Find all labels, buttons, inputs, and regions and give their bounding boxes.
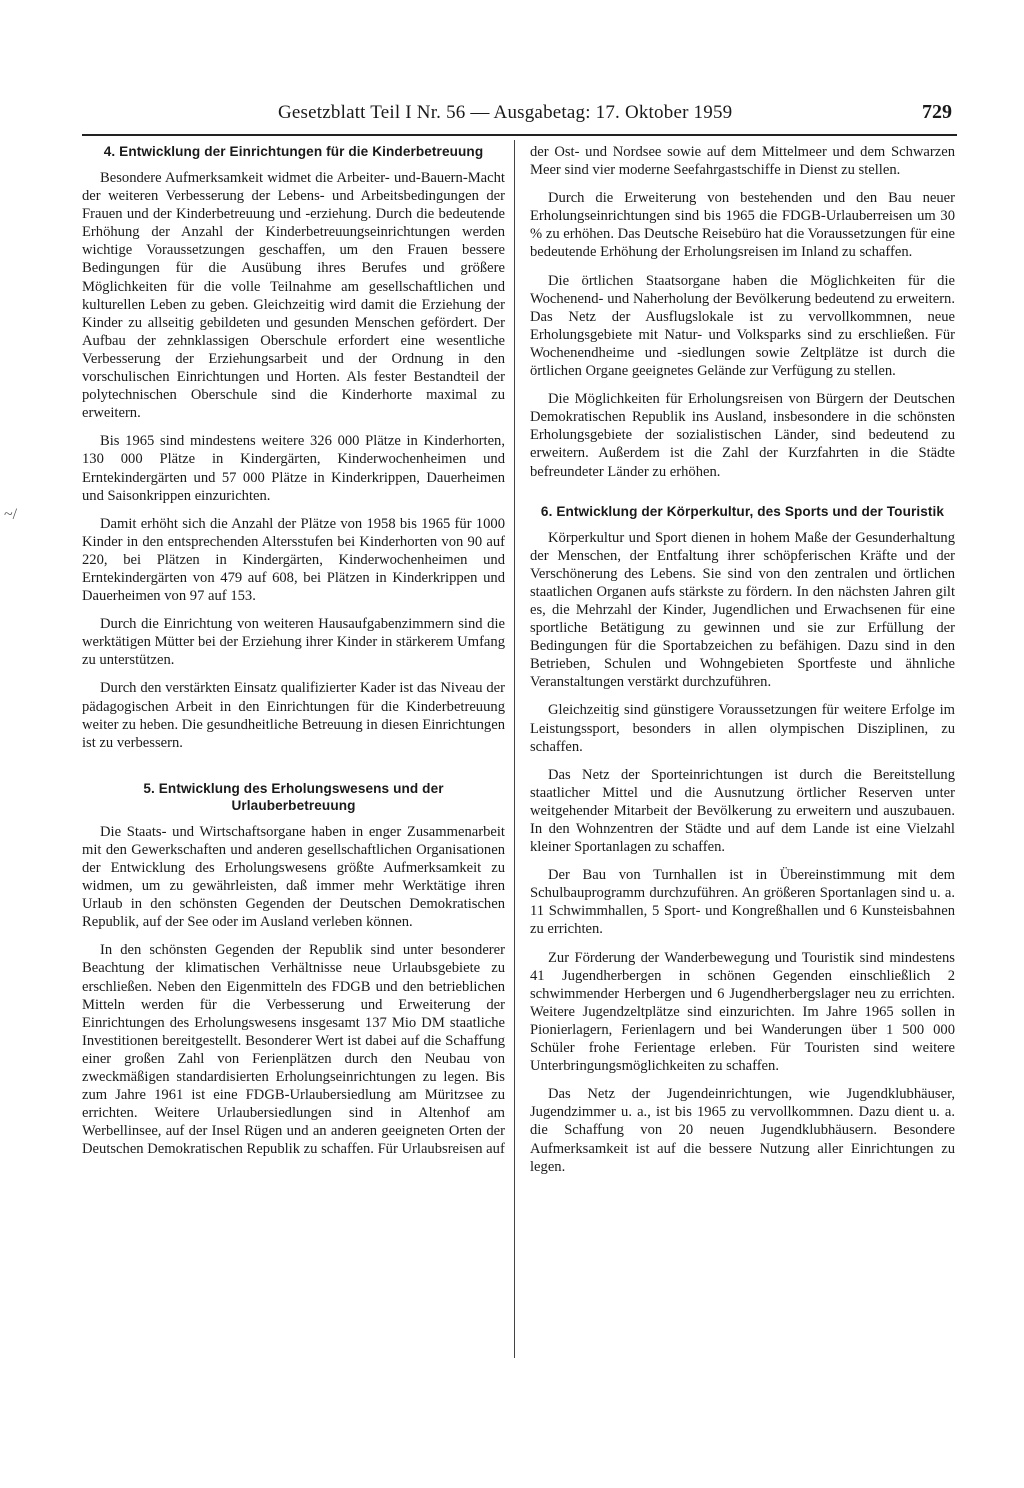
section-heading-6: 6. Entwicklung der Körperkultur, des Sports und der Touristik [540, 503, 945, 519]
section-heading-5: 5. Entwicklung des Erholungswesens und der Urlauberbetreuung [143, 780, 444, 813]
margin-mark-icon: ~/ [4, 506, 18, 523]
paragraph: Körperkultur und Sport dienen in hohem Maße der Gesunderhaltung der Menschen, der Entfaltung ihrer schöpferischen Kräfte und der Verschönerung des Lebens. Sie sind von den zentralen und örtlichen staatlichen Organen aufs stärkste zu fördern. In den nächsten Jahren gilt es, die Mehrzahl der Kinder, Jugendlichen und Erwachsenen für eine sportliche Betätigung zu gewinnen und sie zur Erfüllung der Bedingungen für die Sportabzeichen zu befähigen. Dazu sind in den Betrieben, Schulen und Wohngebieten Sportfeste und ähnliche Veranstaltungen verstärkt durchzuführen. [530, 529, 955, 691]
section-heading-4: 4. Entwicklung der Einrichtungen für die Kinderbetreuung [103, 144, 484, 159]
column-divider [514, 140, 515, 1358]
paragraph: Besondere Aufmerksamkeit widmet die Arbeiter- und-Bauern-Macht der weiteren Verbesserung der Lebens- und Arbeitsbedingungen der Frauen und der Kinderbetreuung und -erziehung. Durch die bedeutende Erhöhung der Anzahl der Kinderbetreuungseinrichtungen werden wichtige Voraussetzungen geschaffen, um den Frauen bessere Bedingungen für die Ausübung ihres Berufes und größere Möglichkeiten für die volle Teilnahme am gesellschaftlichen und kulturellen Leben zu geben. Gleichzeitig wird damit die Erziehung der Kinder zu allseitig gebildeten und gesunden Menschen gefördert. Der Aufbau der zehnklassigen Oberschule erfordert eine wesentliche Verbesserung der Erziehungsarbeit und der Ordnung in den vorschulischen Einrichtungen und Horten. Als fester Bestandteil der polytechnischen Oberschule sind die Kinderhorte maximal zu erweitern. [82, 170, 505, 422]
page-number: 729 [922, 101, 952, 123]
gazette-title: Gesetzblatt Teil I Nr. 56 — Ausgabetag: 17. Oktober 1959 [278, 102, 733, 123]
paragraph: Durch die Erweiterung von bestehenden und den Bau neuer Erholungseinrichtungen sind bis 1965 die FDGB-Urlauberreisen um 30 % zu erhöhen. Das Deutsche Reisebüro hat die Voraussetzungen für eine bedeutende Erhöhung der Erholungsreisen im Inland zu schaffen. [530, 190, 955, 261]
paragraph: Durch die Einrichtung von weiteren Hausaufgabenzimmern sind die werktätigen Mütter bei der Erziehung ihrer Kinder in stärkerem Umfang zu unterstützen. [82, 616, 505, 669]
paragraph: In den schönsten Gegenden der Republik sind unter besonderer Beachtung der klimatischen Verhältnisse neue Urlaubsgebiete zu erschließen. Neben den Eigenmitteln des FDGB und den betrieblichen Mitteln werden für die Verbesserung und Erweiterung der Einrichtungen des Erholungswesens insgesamt 137 Mio DM staatliche Investitionen bereitgestellt. Besonderer Wert ist dabei auf die Schaffung einer großen Zahl von Ferienplätzen durch den Neubau von zweckmäßigen standardisierten Erholungseinrichtungen zu legen. Bis zum Jahre 1961 ist eine FDGB-Urlaubersiedlung am Müritzsee zu errichten. Weitere Urlaubersiedlungen sind in Altenhof am Werbellinsee, auf der Insel Rügen und an anderen geeigneten Orten der Deutschen Demokratischen Republik zu schaffen. Für Urlaubsreisen auf [82, 942, 505, 1158]
paragraph-continued: der Ost- und Nordsee sowie auf dem Mittelmeer und dem Schwarzen Meer sind vier moderne Seefahrgastschiffe in Dienst zu stellen. [530, 144, 955, 179]
page-header [180, 102, 960, 128]
paragraph: Gleichzeitig sind günstigere Voraussetzungen für weitere Erfolge im Leistungssport, besonders in allen olympischen Disziplinen, zu schaffen. [530, 702, 955, 755]
paragraph: Durch den verstärkten Einsatz qualifizierter Kader ist das Niveau der pädagogischen Arbeit in den Einrichtungen für die Kinderbetreuung weiter zu heben. Die gesundheitliche Betreuung in diesen Einrichtungen ist zu verbessern. [82, 680, 505, 751]
right-column [530, 143, 955, 1186]
header-rule [82, 134, 957, 136]
paragraph: Das Netz der Jugendeinrichtungen, wie Jugendklubhäuser, Jugendzimmer u. a., ist bis 1965 zu vervollkommnen. Dazu dient u. a. die Schaffung von 20 neuen Jugendklubhäusern. Besondere Aufmerksamkeit ist auf die bessere Nutzung aller Einrichtungen zu legen. [530, 1086, 955, 1175]
paragraph: Die Staats- und Wirtschaftsorgane haben in enger Zusammenarbeit mit den Gewerkschaften und anderen gesellschaftlichen Organisationen der Entwicklung des Erholungswesens größte Aufmerksamkeit zu widmen, um zu gewährleisten, daß immer mehr Werktätige ihren Urlaub in den schönsten Gegenden der Deutschen Demokratischen Republik, auf der See oder im Ausland verleben können. [82, 823, 505, 931]
paragraph: Das Netz der Sporteinrichtungen ist durch die Bereitstellung staatlicher Mittel und die Ausnutzung örtlicher Reserven unter weitgehender Mitarbeit der Bevölkerung zu erweitern und auszubauen. In den Wohnzentren der Städte und auf dem Lande ist eine Vielzahl kleiner Sportanlagen zu schaffen. [530, 766, 955, 856]
paragraph: Damit erhöht sich die Anzahl der Plätze von 1958 bis 1965 für 1000 Kinder in den entsprechenden Altersstufen bei Kinderhorten von 90 auf 220, bei Plätzen in Kindergärten, Kinderwochenheimen und Erntekindergärten von 479 auf 608, bei Plätzen in Kinderkrippen und Dauerheimen von 97 auf 153. [82, 515, 505, 605]
paragraph: Bis 1965 sind mindestens weitere 326 000 Plätze in Kinderhorten, 130 000 Plätze in Kindergärten, Kinderwochenheimen und Erntekindergärten und 57 000 Plätze in Kinderkrippen, Dauerheimen und Saisonkrippen einzurichten. [82, 433, 505, 504]
paragraph: Die Möglichkeiten für Erholungsreisen von Bürgern der Deutschen Demokratischen Republik ins Ausland, insbesondere in die schönsten Erholungsgebiete der sozialistischen Länder, sind bedeutend zu erweitern. Außerdem ist die Zahl der Kurzfahrten in die Städte befreundeter Länder zu erhöhen. [530, 391, 955, 480]
paragraph: Zur Förderung der Wanderbewegung und Touristik sind mindestens 41 Jugendherbergen in schönen Gegenden einschließlich 2 schwimmender Herbergen und 6 Jugendherbergslager neu zu errichten. Weitere Jugendzeltplätze sind einzurichten. Im Jahre 1965 sollen in Pionierlagern, Ferienlagern und bei Wanderungen über 1 500 000 Schüler frohe Ferientage erleben. Für Touristen sind weitere Unterbringungsmöglichkeiten zu schaffen. [530, 949, 955, 1075]
left-column [82, 143, 505, 1169]
paragraph: Die örtlichen Staatsorgane haben die Möglichkeiten für die Wochenend- und Naherholung der Bevölkerung bedeutend zu erweitern. Das Netz der Ausflugslokale ist zu vervollkommnen, neue Erholungsgebiete mit Natur- und Volksparks sind zu erschließen. Für Wochenendheime und -siedlungen sowie Zeltplätze ist durch die örtlichen Organe geeignetes Gelände zur Verfügung zu stellen. [530, 272, 955, 380]
paragraph: Der Bau von Turnhallen ist in Übereinstimmung mit dem Schulbauprogramm durchzuführen. An größeren Sportanlagen sind u. a. 11 Schwimmhallen, 5 Sport- und Kongreßhallen und 6 Kunsteisbahnen zu errichten. [530, 867, 955, 938]
